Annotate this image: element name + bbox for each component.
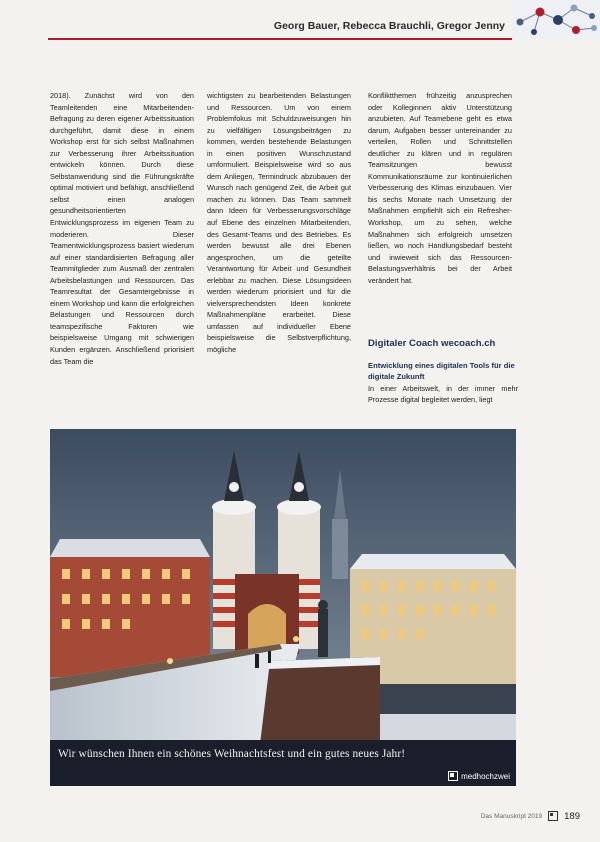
header-authors: Georg Bauer, Rebecca Brauchli, Gregor Jenny [273, 20, 505, 32]
brand-name: medhochzwei [461, 771, 510, 781]
subheading: Entwicklung eines digitalen Tools für die digitale Zukunft [368, 361, 515, 381]
column-2-text: wichtigsten zu bearbeitenden Belastungen und Ressourcen. Um von einem Problemfokus mit Schuldzuweisungen hin zu vielfältigen Lösungsbeiträgen zu kommen, werden bestehende Belastungen in einen positiven Wunschzustand umformuliert. Beispielsweise wird so aus dem Anliegen, Termindruck abzubauen der Wunsch nach genügend Zeit, die Arbeit gut machen zu können. Das Team sammelt dann Ideen für Verbesserungsvorschläge auf Ebene des einzelnen Mitarbeitenden, des Gesamt-Teams und des Betriebes. Es werden bewusst alle drei Ebenen angesprochen, um die geteilte Verantwortung für Arbeit und Gesundheit erlebbar zu machen. Diese Lösungsideen werden wiederum priorisiert und für die vielversprechendsten Ideen konkrete Maßnahmenpläne erarbeitet. Diese umfassen auf individueller Ebene beispielsweise die Selbstverpflichtung, mögliche [207, 91, 351, 355]
text-column-1 [50, 90, 194, 367]
heidelberg-bridge-illustration [50, 429, 516, 786]
footer-journal: Das Manuskript 2019 [480, 812, 543, 820]
page-number: 189 [564, 810, 580, 822]
winter-city-photo [50, 429, 516, 786]
text-column-2 [207, 90, 351, 356]
intro-text: In einer Arbeitswelt, in der immer mehr Prozesse digital begleitet werden, liegt [368, 384, 518, 404]
column-1-text: 2018). Zunächst wird von den Teamleitenden eine Mitarbeitenden-Befragung zu deren eigener Arbeitssituation durchgeführt, damit diese in einem Workshop erst für sich selbst Maßnahmen zur Verbesserung ihrer Arbeitssituation entwickeln können. Durch diese Selbstanwendung sind die Führungskräfte optimal motiviert und befähigt, anschließend selbst einen analogen gesundheitsorientierten Entwicklungsprozess im eigenen Team zu moderieren. Dieser Teamentwicklungsprozess basiert wiederum auf einer standardisierten Befragung aller Teammitglieder zum Ausmaß der zentralen Arbeitsbelastungen und Ressourcen. Das Teamresultat der Gesamtergebnisse in einem Workshop und kann die erfolgreichen Belastungen und Ressourcen durch teamspezifische Faktoren wie beispielsweise Umgang mit schwierigen Kunden ergänzen. Anschließend priorisiert das Team die [50, 91, 194, 366]
journal-logo-icon [548, 811, 558, 821]
section-heading: Digitaler Coach wecoach.ch [368, 338, 496, 349]
brand-logo [448, 769, 510, 783]
photo-credit [50, 429, 60, 639]
column-3-text: Konfliktthemen frühzeitig anzusprechen oder Kolleginnen aktiv Unterstützung anzubieten. Auf Teamebene geht es etwa darum, Aufgaben besser untereinander zu verteilen, Rollen und Schnittstellen deutlicher zu klären und in regulären Teamsitzungen bewusst Kommunikationsräume zur kontinuierlichen Verbesserung des Klimas einzubauen. Vier bis sechs Monate nach Umsetzung der Maßnahmen empfiehlt sich ein Refresher-Workshop, um zu sehen, welche Maßnahmen sich erfolgreich umsetzen ließen, wo noch Handlungsbedarf besteht und inwieweit sich das Ressourcen-Belastungsverhältnis bei der Arbeit verändert hat. [368, 91, 512, 285]
text-column-3 [368, 90, 512, 286]
page-footer [440, 809, 580, 823]
molecule-graphic [512, 0, 600, 40]
caption-band [50, 740, 516, 786]
brand-logo-icon [448, 771, 458, 781]
holiday-caption: Wir wünschen Ihnen ein schönes Weihnachtsfest und ein gutes neues Jahr! [58, 748, 406, 760]
